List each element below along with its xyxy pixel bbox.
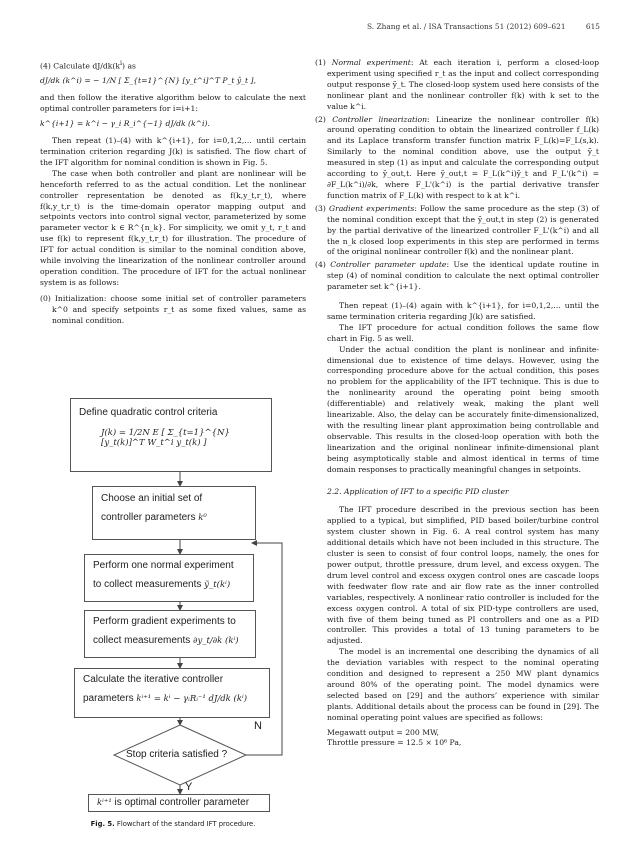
section-heading: 2.2. Application of IFT to a specific PID cluster xyxy=(327,486,509,496)
running-header xyxy=(40,22,600,31)
label-no: N xyxy=(254,720,262,732)
box-gradient-experiments: Perform gradient experiments to collect measurements ∂y_t/∂k (kⁱ) xyxy=(84,610,256,658)
ift-flowchart xyxy=(70,398,290,813)
paragraph-repeat-actual: Then repeat (1)–(4) again with k^{i+1}, for i=0,1,2,… until the same termination criteria regarding J(k) are satisfied. xyxy=(327,301,599,321)
right-column xyxy=(315,58,600,749)
list-item: (2) Controller linearization: Linearize the nonlinear controller f(k) around operating condition to obtain the linearized controller f_L(k) and its Laplace transform transfer function matrix F_L(k)=F_L(s,k). Similarly to the nominal condition above, use the output ỹ_t measured in step (1) as input and calculate the corresponding output according to ỹ_out,t. Here ỹ_out,t = F_L(k^i)ỹ_t and F_L'(k^i) = ∂F_L(k^i)/∂k, where F_L'(k^i) is the partial derivative transfer function matrix of F_L(k) with respect to k at k^i. xyxy=(315,114,599,200)
figure-label: Fig. 5. xyxy=(90,820,115,828)
list-item: (1) Normal experiment: At each iteration i, perform a closed-loop experiment using specified r_t as the input and collect corresponding output response ỹ_t. The closed-loop system used here consists of the nonlinear plant and the nonlinear controller f(k) with k set to the value k^i. xyxy=(315,58,599,111)
list-item: (4) Controller parameter update: Use the identical update routine in step (4) of nominal condition to calculate the next optimal controller parameter set k^{i+1}. xyxy=(315,260,599,292)
nominal-value: Megawatt output = 200 MW, xyxy=(327,727,439,737)
step0-initialization: (0) Initialization: choose some initial set of controller parameters k^0 and specify setpoints r_t as some fixed values, same as nominal condition. xyxy=(40,293,306,325)
equation-update: k^{i+1} = k^i − γ_i R_i^{−1} dJ/dk (k^i). xyxy=(40,119,210,129)
equation-gradient: dJ/dk (k^i) = − 1/N [ Σ_{t=1}^{N} [y_t^i]^T P_t ŷ_t ], xyxy=(40,76,256,86)
paragraph-ift-actual: The IFT procedure for actual condition follows the same flow chart in Fig. 5 as well. xyxy=(327,322,599,343)
left-column xyxy=(40,58,306,326)
label-yes: Y xyxy=(185,781,193,793)
paragraph-model: The model is an incremental one describing the dynamics of all the deviation variables with respect to the nominal operating condition and designed to represent a 250 MW plant dynamics around 80% of the operating point. The model dynamics were selected based on [29] and the authors’ experience with similar plants. Additional details about the process can be found in [29]. The nominal operating point values are specified as follows: xyxy=(327,647,599,722)
decision-label: Stop criteria satisfied ? xyxy=(126,749,228,760)
nominal-value: Throttle pressure = 12.5 × 10⁶ Pa, xyxy=(327,738,462,748)
box-iterative-update: Calculate the iterative controller parameters kⁱ⁺¹ = kⁱ − γᵢRᵢ⁻¹ dJ/dk (kⁱ) xyxy=(74,668,270,718)
figure-caption xyxy=(40,820,306,828)
box-initial-parameters: Choose an initial set of controller parameters k⁰ xyxy=(92,486,256,540)
paragraph-repeat: Then repeat (1)–(4) with k^{i+1}, for i=0,1,2,… until certain termination criterion regarding J(k) is satisfied. The flow chart of the IFT algorithm for nominal condition is shown in Fig. 5. xyxy=(40,136,306,167)
box-normal-experiment: Perform one normal experiment to collect measurements ỹ_t(kⁱ) xyxy=(84,554,254,602)
box-optimal-parameter: kⁱ⁺¹ is optimal controller parameter xyxy=(88,794,270,812)
paragraph-actual-condition-analysis: Under the actual condition the plant is nonlinear and infinite-dimensional due to existence of time delays. However, using the corresponding procedure above for the actual condition, this poses no problem for the applicability of the IFT technique. This is due to the nonlinearity around the operating point being smooth (differentiable) and relatively weak, making the plant well linearizable. Also, the delay can be accurately finite-dimensionalized, with the resulting linear plant approximation being controllable and observable. This results in the closed-loop operation with both the linearization and the original nonlinear infinite-dimensional plant being asymptotically stable and almost identical in terms of time domain responses to practically meaningful changes in setpoints. xyxy=(327,344,599,474)
step4-heading: (4) Calculate $dJ/dk(k^i)$ as xyxy=(40,59,136,71)
running-title: S. Zhang et al. / ISA Transactions 51 (2012) 609–621 xyxy=(366,22,566,31)
paragraph-actual-condition: The case when both controller and plant are nonlinear will be henceforth referred to as the actual condition. Let the nonlinear controller representation be denoted as f(k,y_t,r_t), where f(k,y_t,r_t) is the time-domain operator mapping output and setpoints vectors into control signal vector, parameterized by some parameter vector k ∈ R^{n_k}. For simplicity, we omit y_t, r_t and use f(k) to represent f(k,y_t,r_t) for illustration. The procedure of IFT for actual condition is similar to the nominal condition above, while involving the linearization of the nonlinear controller around operation condition. The procedure of IFT for the actual nonlinear system is as follows: xyxy=(40,168,306,287)
box-define-criteria: Define quadratic control criteria J(k) = 1/2N E [ Σ_{t=1}^{N} [y_t(k)]^T W_t^i y_t(k) ] xyxy=(70,398,272,472)
paragraph-iterative: and then follow the iterative algorithm below to calculate the next optimal controller parameters for i=i+1: xyxy=(40,93,306,114)
figure-caption-text: Flowchart of the standard IFT procedure. xyxy=(116,820,256,828)
paragraph-pid-cluster: The IFT procedure described in the previous section has been applied to a typical, but simplified, PID based boiler/turbine control system cluster shown in Fig. 6. A real control system has many additional details which have not been included in this structure. The cluster is seen to consist of four control loops, namely, the ones for power output, throttle pressure, drum level, and excess oxygen. The drum level control and excess oxygen control ones are cascade loops with feedwater flow rate and air flow rate as the inner controlled variables, respectively. A nonlinear ratio controller is included for the excess oxygen control. A total of six PID-type controllers are used, with five of them being tuned as PI controllers and one as a PID controller. This provides a total of 13 tuning parameters to be adjusted. xyxy=(327,505,599,646)
list-item: (3) Gradient experiments: Follow the same procedure as the step (3) of the nominal condition except that the ỹ_out,t in step (2) is generated by the partial derivative of the linearized controller F_L'(k^i) and all the n_k closed loop experiments in this step are performed in terms of the original nonlinear controller f(k) and the nonlinear plant. xyxy=(315,203,600,257)
page-number: 615 xyxy=(585,22,600,31)
